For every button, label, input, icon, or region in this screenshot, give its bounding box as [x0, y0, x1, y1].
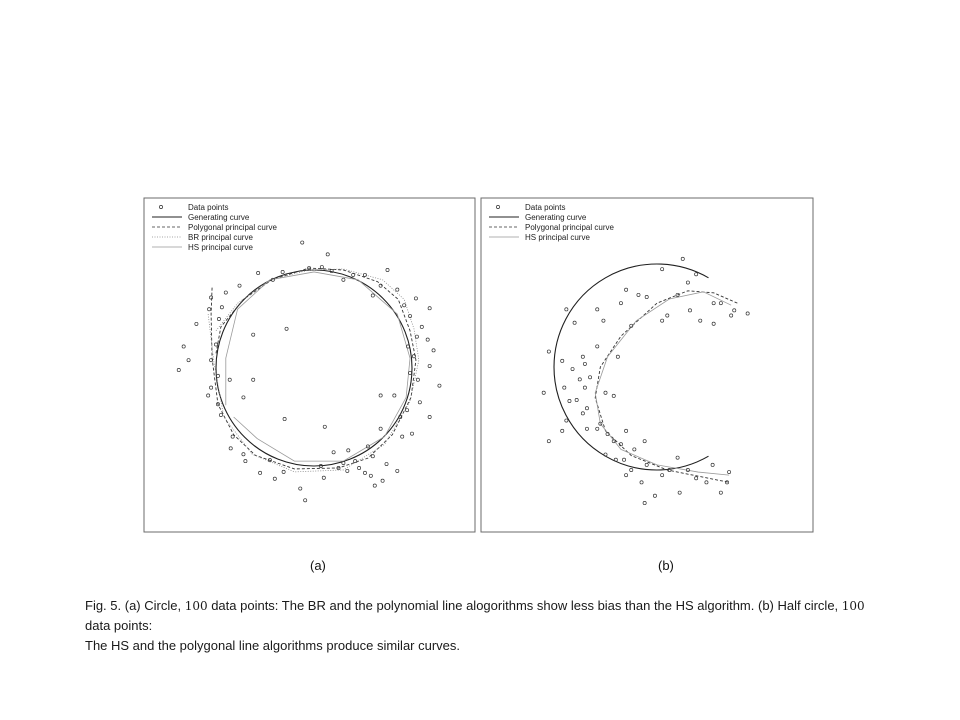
panel-b-label: (b)	[658, 558, 674, 573]
panel-b	[481, 198, 813, 573]
caption-text-1: Fig. 5. (a) Circle,	[85, 598, 185, 613]
legend-label-generating-b: Generating curve	[525, 213, 587, 222]
panel-a	[144, 198, 475, 573]
caption-text-3: data points:	[85, 618, 153, 633]
legend-label-data-points-a: Data points	[188, 203, 229, 212]
legend-label-generating-a: Generating curve	[188, 213, 250, 222]
caption-line-2: The HS and the polygonal line algorithms produce similar curves.	[85, 638, 461, 653]
legend-label-polygonal-a: Polygonal principal curve	[188, 223, 277, 232]
figure-caption	[85, 596, 885, 656]
legend-label-polygonal-b: Polygonal principal curve	[525, 223, 614, 232]
panel-b-frame	[481, 198, 813, 532]
caption-count-b: 100	[841, 599, 865, 613]
panel-a-label: (a)	[310, 558, 326, 573]
caption-count-a: 100	[184, 599, 208, 613]
legend-label-hs-a: HS principal curve	[188, 243, 253, 252]
legend-label-data-points-b: Data points	[525, 203, 566, 212]
legend-label-br-a: BR principal curve	[188, 233, 253, 242]
caption-text-2: data points: The BR and the polynomial line alogorithms show less bias than the HS algorithm. (b) Half circle,	[207, 598, 842, 613]
legend-label-hs-b: HS principal curve	[525, 233, 590, 242]
